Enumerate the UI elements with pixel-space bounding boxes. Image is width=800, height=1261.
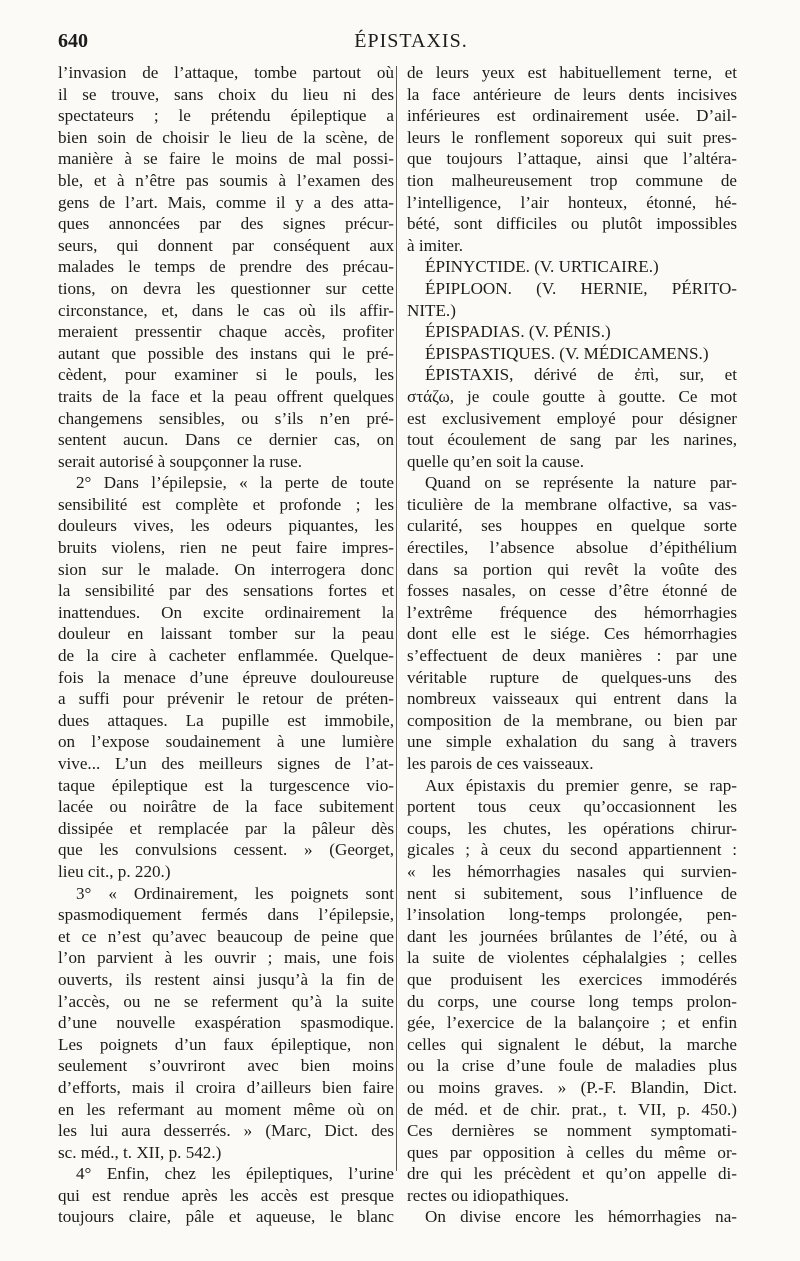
text-line: gicales ; à ceux du second appartiennent : <box>407 840 737 860</box>
text-line: l’on parvient à les ouvrir ; mais, une fois <box>58 948 394 968</box>
left-text-column <box>58 62 394 1228</box>
text-line: l’accès, ou ne se referment qu’à la suite <box>58 991 394 1011</box>
text-line: dont elle est le siége. Ces hémorrhagies <box>407 624 737 644</box>
text-line: taque épileptique est la turgescence vio- <box>58 775 394 795</box>
text-line: que produisent les exercices immodérés <box>407 969 737 989</box>
text-line: du corps, une course long temps prolon- <box>407 991 737 1011</box>
text-line: gée, l’exercice de la balançoire ; et enfin <box>407 1013 737 1033</box>
text-line: sensibilité est complète et profonde ; les <box>58 494 394 514</box>
text-line: la face antérieure de leurs dents incisives <box>407 84 737 104</box>
text-line: traits de la face et la peau offrent quelques <box>58 386 394 406</box>
text-line: s’effectuent de deux manières : par une <box>407 646 737 666</box>
text-line: cèdent, pour examiner si le pouls, les <box>58 365 394 385</box>
text-line: il se trouve, sans choix du lieu ni des <box>58 84 394 104</box>
text-line: qui est rendue après les accès est presque <box>58 1185 394 1205</box>
text-line: ÉPIPLOON. (V. HERNIE, PÉRITO- <box>425 278 737 298</box>
text-line: composition de la membrane, ou bien par <box>407 710 737 730</box>
text-line: 3° « Ordinairement, les poignets sont <box>76 883 394 903</box>
text-line: spasmodiquement fermés dans l’épilepsie, <box>58 905 394 925</box>
text-line: « les hémorrhagies nasales qui survien- <box>407 861 737 881</box>
text-line: coups, les chutes, les opérations chirur- <box>407 818 737 838</box>
text-line: Les poignets d’un faux épileptique, non <box>58 1034 394 1054</box>
text-line: d’une nouvelle exaspération spasmodique. <box>58 1013 394 1033</box>
text-line: bruits violens, rien ne peut faire impres- <box>58 538 394 558</box>
text-line: en les refermant au moment même où on <box>58 1099 394 1119</box>
text-line: Quand on se représente la nature par- <box>425 473 737 493</box>
text-line: serait autorisé à soupçonner la ruse. <box>58 451 302 471</box>
text-line: l’invasion de l’attaque, tombe partout où <box>58 63 394 82</box>
text-line: tion malheureusement trop commune de <box>407 170 737 190</box>
text-line: douleur en laissant tomber sur la peau <box>58 624 394 644</box>
text-line: que les convulsions cessent. » (Georget, <box>58 840 394 860</box>
text-line: fosses nasales, on cesse d’être étonné de <box>407 581 737 601</box>
text-line: sion sur le malade. On interrogera donc <box>58 559 394 579</box>
text-line: la sensibilité par des sensations fortes et <box>58 581 394 601</box>
text-line: ÉPISPADIAS. (V. PÉNIS.) <box>425 322 611 342</box>
text-line: lieu cit., p. 220.) <box>58 861 171 881</box>
text-line: et ce n’est qu’avec beaucoup de peine que <box>58 926 394 946</box>
text-line: de méd. et de chir. prat., t. VII, p. 450.) <box>407 1099 737 1119</box>
text-line: nent si subitement, sous l’influence de <box>407 883 737 903</box>
text-line: dans sa portion qui revêt la voûte des <box>407 559 737 579</box>
text-line: changemens sensibles, ou s’ils n’en pré- <box>58 408 394 428</box>
text-line: l’insolation long-temps prolongée, pen- <box>407 905 737 925</box>
text-line: ou la crise d’une foule de maladies plus <box>407 1056 737 1076</box>
text-line: ou moins graves. » (P.-F. Blandin, Dict. <box>407 1077 737 1097</box>
text-line: on l’expose soudainement à une lumière <box>58 732 394 752</box>
page-number: 640 <box>58 30 88 52</box>
text-line: malades le temps de prendre des précau- <box>58 257 394 277</box>
text-line: ÉPISTAXIS, dérivé de ἐπὶ, sur, et <box>425 365 737 385</box>
page-header <box>58 30 764 62</box>
text-line: dre qui les précèdent et qu’on appelle di- <box>407 1164 737 1184</box>
text-line: seulement s’ouvriront avec bien moins <box>58 1056 394 1076</box>
text-line: a suffi pour prévenir le retour de préten- <box>58 689 394 709</box>
text-line: manière à se faire le moins de mal possi- <box>58 149 394 169</box>
text-line: lacée ou noirâtre de la face subitement <box>58 797 394 817</box>
text-line: ques par opposition à celles du même or- <box>407 1142 737 1162</box>
text-line: στάζω, je coule goutte à goutte. Ce mot <box>407 386 737 406</box>
text-line: portent tous ceux qu’occasionnent les <box>407 797 737 817</box>
text-line: inattendues. On excite ordinairement la <box>58 602 394 622</box>
text-line: seurs, qui donnent par conséquent aux <box>58 235 394 255</box>
text-line: une simple exhalation du sang à travers <box>407 732 737 752</box>
text-line: dissipée et remplacée par la pâleur dès <box>58 818 394 838</box>
text-line: tions, on devra les questionner sur cette <box>58 278 394 298</box>
text-line: ble, et à n’être pas soumis à l’examen des <box>58 170 394 190</box>
text-line: dues attaques. La pupille est immobile, <box>58 710 394 730</box>
text-line: est exclusivement employé pour désigner <box>407 408 737 428</box>
text-line: On divise encore les hémorrhagies na- <box>425 1207 737 1227</box>
text-line: circonstance, et, dans le cas où ils affir- <box>58 300 394 320</box>
text-line: fois la menace d’une épreuve douloureuse <box>58 667 394 687</box>
text-line: Ces dernières se nomment symptomati- <box>407 1121 737 1141</box>
text-line: la suite de violentes céphalalgies ; celles <box>407 948 737 968</box>
text-line: à imiter. <box>407 235 464 255</box>
text-line: gens de l’art. Mais, comme il y a des atta- <box>58 192 394 212</box>
text-line: de leurs yeux est habituellement terne, et <box>407 63 737 82</box>
text-line: l’extrême fréquence des hémorrhagies <box>407 602 737 622</box>
text-line: que toujours l’attaque, ainsi que l’altéra- <box>407 149 737 169</box>
text-line: bété, sont difficiles ou plutôt impossibles <box>407 214 737 234</box>
text-line: leurs le ronflement soporeux qui suit pres- <box>407 127 737 147</box>
text-line: 4° Enfin, chez les épileptiques, l’urine <box>76 1164 394 1184</box>
text-line: ÉPISPASTIQUES. (V. MÉDICAMENS.) <box>425 343 709 363</box>
text-line: de la cire à cacheter enflammée. Quelque- <box>58 646 394 666</box>
text-line: inférieures est ordinairement usée. D’ail- <box>407 106 737 126</box>
text-line: spectateurs ; le prétendu épileptique a <box>58 106 394 126</box>
text-line: ÉPINYCTIDE. (V. URTICAIRE.) <box>425 257 659 277</box>
text-line: autant que possible des instans qui le pré- <box>58 343 394 363</box>
text-line: NITE.) <box>407 300 456 320</box>
text-line: véritable rupture de quelques-uns des <box>407 667 737 687</box>
text-line: bien soin de choisir le lieu de la scène, de <box>58 127 394 147</box>
text-line: ques annoncées par des signes précur- <box>58 214 394 234</box>
text-line: vive... L’un des meilleurs signes de l’at- <box>58 754 394 773</box>
text-line: ticulière de la membrane olfactive, sa vas- <box>407 494 737 514</box>
text-line: rectes ou idiopathiques. <box>407 1185 569 1205</box>
text-line: sentent aucun. Dans ce dernier cas, on <box>58 430 394 450</box>
text-line: les parois de ces vaisseaux. <box>407 754 594 773</box>
right-text-column <box>407 62 737 1228</box>
text-line: nombreux vaisseaux qui entrent dans la <box>407 689 737 709</box>
text-line: tout écoulement de sang par les narines, <box>407 430 737 450</box>
text-line: celles qui signalent le début, la marche <box>407 1034 737 1054</box>
text-line: ouverts, ils restent ainsi jusqu’à la fin de <box>58 969 394 989</box>
text-line: l’intelligence, l’air honteux, étonné, hé- <box>407 192 737 212</box>
text-line: d’efforts, mais il croira d’ailleurs bien faire <box>58 1077 394 1097</box>
text-line: dant les journées brûlantes de l’été, ou à <box>407 926 737 946</box>
text-line: 2° Dans l’épilepsie, « la perte de toute <box>76 473 394 493</box>
running-title: ÉPISTAXIS. <box>354 30 468 52</box>
text-line: quelle qu’en soit la cause. <box>407 451 585 471</box>
text-line: les lui aura desserrés. » (Marc, Dict. des <box>58 1121 394 1141</box>
text-line: douleurs vives, les odeurs piquantes, les <box>58 516 394 536</box>
column-divider <box>396 66 397 1171</box>
text-line: érectiles, l’absence absolue d’épithélium <box>407 538 737 558</box>
text-line: cularité, ses houppes en quelque sorte <box>407 516 737 536</box>
text-line: Aux épistaxis du premier genre, se rap- <box>425 775 737 795</box>
text-line: sc. méd., t. XII, p. 542.) <box>58 1142 222 1162</box>
text-line: meraient pressentir chaque accès, profiter <box>58 322 394 342</box>
text-line: toujours claire, pâle et aqueuse, le blanc <box>58 1207 394 1227</box>
